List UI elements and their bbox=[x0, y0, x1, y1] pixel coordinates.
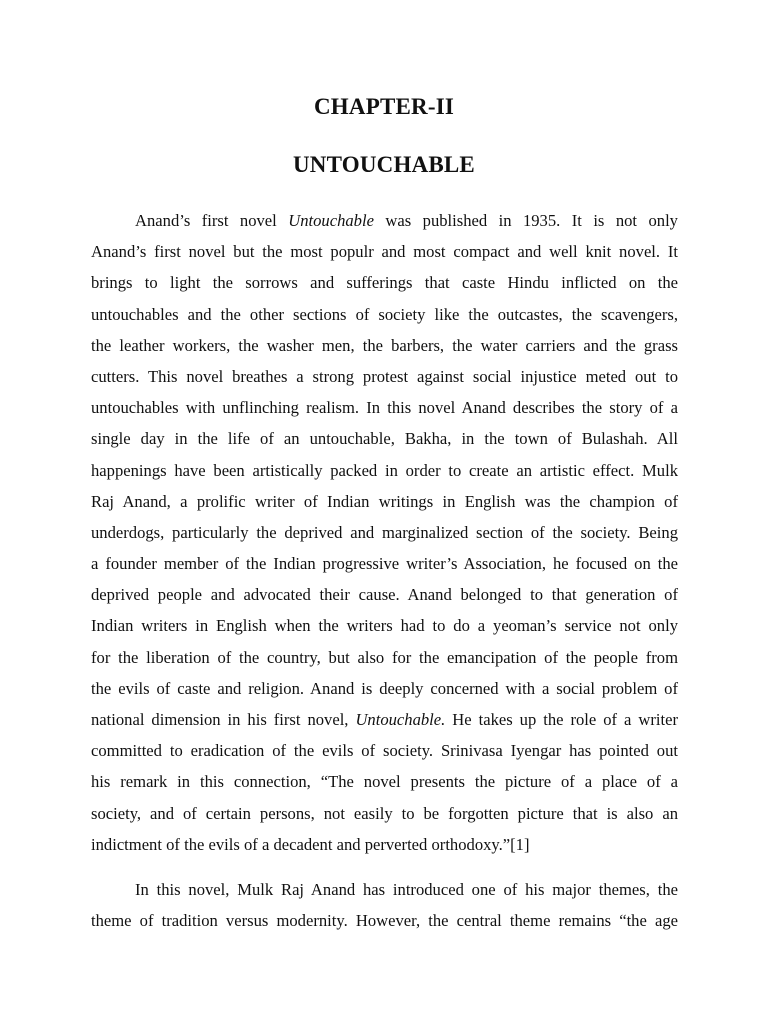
text-run: underdogs, particularly the deprived and marginalized section of the society. Being bbox=[91, 522, 678, 542]
text-line bbox=[91, 330, 678, 361]
paragraph-2 bbox=[91, 874, 678, 936]
text-run: theme of tradition versus modernity. However, the central theme remains “the age bbox=[91, 911, 678, 931]
text-line bbox=[91, 579, 678, 610]
text-line bbox=[91, 905, 678, 936]
text-run: Indian writers in English when the writers had to do a yeoman’s service not only bbox=[91, 616, 678, 636]
text-line bbox=[91, 735, 678, 766]
text-run: his remark in this connection, “The novel presents the picture of a place of a bbox=[91, 772, 678, 792]
text-run: for the liberation of the country, but also for the emancipation of the people from bbox=[91, 647, 678, 667]
text-line bbox=[91, 486, 678, 517]
text-run: single day in the life of an untouchable, Bakha, in the town of Bulashah. All bbox=[91, 429, 678, 449]
text-line bbox=[91, 267, 678, 298]
text-line bbox=[91, 548, 678, 579]
text-run: a founder member of the Indian progressive writer’s Association, he focused on the bbox=[91, 554, 678, 574]
text-line bbox=[91, 423, 678, 454]
text-run: untouchables and the other sections of society like the outcastes, the scavengers, bbox=[91, 304, 678, 324]
text-run: was published in 1935. It is not only bbox=[373, 211, 678, 230]
text-run: national dimension in his first novel, bbox=[91, 710, 356, 729]
text-line bbox=[91, 704, 678, 735]
text-run: In this novel, Mulk Raj Anand has introduced one of his major themes, the bbox=[135, 880, 678, 899]
text-run: Anand’s first novel but the most populr and most compact and well knit novel. It bbox=[91, 242, 678, 262]
text-line bbox=[91, 766, 678, 797]
text-run: society, and of certain persons, not easily to be forgotten picture that is also an bbox=[91, 803, 678, 823]
text-line bbox=[91, 392, 678, 423]
italic-title: Untouchable bbox=[288, 211, 374, 230]
text-line bbox=[91, 874, 678, 905]
text-line bbox=[91, 205, 678, 236]
text-line bbox=[91, 673, 678, 704]
text-line bbox=[91, 798, 678, 829]
chapter-label: CHAPTER-II bbox=[313, 94, 454, 119]
text-run: happenings have been artistically packed in order to create an artistic effect. Mulk bbox=[91, 460, 678, 480]
text-line bbox=[91, 610, 678, 641]
italic-title: Untouchable. bbox=[355, 710, 446, 729]
text-line bbox=[91, 642, 678, 673]
text-run: cutters. This novel breathes a strong protest against social injustice meted out to bbox=[91, 366, 678, 386]
text-run: Raj Anand, a prolific writer of Indian writings in English was the champion of bbox=[91, 491, 678, 511]
text-run: committed to eradication of the evils of society. Srinivasa Iyengar has pointed out bbox=[91, 741, 678, 761]
text-run: deprived people and advocated their cause. Anand belonged to that generation of bbox=[91, 585, 678, 605]
text-line bbox=[91, 455, 678, 486]
text-run: the leather workers, the washer men, the barbers, the water carriers and the grass bbox=[91, 335, 678, 355]
chapter-title: UNTOUCHABLE bbox=[293, 152, 475, 177]
paragraph-1 bbox=[91, 205, 678, 860]
text-run: untouchables with unflinching realism. In this novel Anand describes the story of a bbox=[91, 398, 678, 418]
text-line bbox=[91, 361, 678, 392]
text-run: Anand’s first novel bbox=[135, 211, 289, 230]
text-line bbox=[91, 517, 678, 548]
text-run: brings to light the sorrows and sufferings that caste Hindu inflicted on the bbox=[91, 273, 678, 293]
text-line bbox=[91, 299, 678, 330]
text-run: indictment of the evils of a decadent and perverted orthodoxy.”[1] bbox=[91, 834, 530, 854]
text-line bbox=[91, 236, 678, 267]
text-line bbox=[91, 829, 678, 860]
text-run: He takes up the role of a writer bbox=[445, 710, 678, 729]
text-run: the evils of caste and religion. Anand is deeply concerned with a social problem of bbox=[91, 678, 678, 698]
